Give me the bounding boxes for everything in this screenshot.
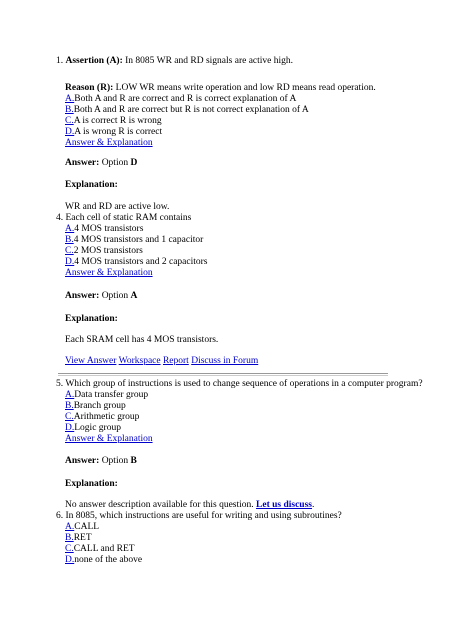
option-text: Both A and R are correct and R is correct explanation of A bbox=[74, 94, 297, 104]
q6-option-d[interactable] bbox=[65, 555, 142, 566]
question-number: 1. bbox=[56, 56, 64, 66]
q4-option-a[interactable] bbox=[65, 224, 143, 235]
q5-explanation-label bbox=[65, 479, 118, 490]
option-letter[interactable]: D. bbox=[65, 257, 75, 267]
question-number: 6. bbox=[56, 511, 64, 521]
q1-explanation-label bbox=[65, 180, 118, 191]
option-text: CALL bbox=[74, 522, 100, 532]
q4-answer bbox=[65, 291, 137, 302]
option-letter[interactable]: C. bbox=[65, 544, 74, 554]
q6-option-b[interactable] bbox=[65, 533, 92, 544]
question-number: 5. bbox=[56, 379, 64, 389]
q4-option-d[interactable] bbox=[65, 257, 208, 268]
q1-option-b[interactable] bbox=[65, 105, 309, 116]
q4-explanation-label bbox=[65, 314, 118, 325]
q6-question bbox=[56, 511, 342, 522]
answer-label: Answer: bbox=[65, 456, 100, 466]
answer-value: B bbox=[130, 456, 137, 466]
answer-prefix: Option bbox=[99, 456, 131, 466]
option-letter[interactable]: C. bbox=[65, 412, 74, 422]
q5-option-b[interactable] bbox=[65, 401, 126, 412]
option-letter[interactable]: B. bbox=[65, 235, 74, 245]
question-number: 4. bbox=[56, 213, 64, 223]
divider bbox=[58, 373, 388, 374]
q4-explanation-text: Each SRAM cell has 4 MOS transistors. bbox=[65, 335, 219, 345]
discuss-in-forum-link[interactable]: Discuss in Forum bbox=[191, 356, 259, 366]
option-text: Branch group bbox=[73, 401, 126, 411]
let-us-discuss-link[interactable]: Let us discuss bbox=[256, 500, 312, 510]
q6-option-c[interactable] bbox=[65, 544, 135, 555]
q4-answer-link[interactable] bbox=[65, 268, 153, 279]
option-text: Data transfer group bbox=[74, 390, 149, 400]
question-text: Each cell of static RAM contains bbox=[65, 213, 192, 223]
option-text: Both A and R are correct but R is not correct explanation of A bbox=[73, 105, 309, 115]
option-text: Arithmetic group bbox=[73, 412, 140, 422]
option-letter[interactable]: D. bbox=[65, 127, 75, 137]
workspace-link[interactable]: Workspace bbox=[118, 356, 161, 366]
option-letter[interactable]: A. bbox=[65, 224, 75, 234]
answer-value: A bbox=[130, 291, 138, 301]
explanation-label: Explanation: bbox=[65, 479, 118, 489]
option-letter[interactable]: B. bbox=[65, 401, 74, 411]
q5-answer-link[interactable] bbox=[65, 434, 153, 445]
option-text: 4 MOS transistors bbox=[74, 224, 144, 234]
assertion-label: Assertion (A): bbox=[65, 56, 123, 66]
answer-prefix: Option bbox=[99, 291, 131, 301]
divider bbox=[58, 375, 388, 376]
view-answer-link[interactable]: View Answer bbox=[65, 356, 117, 366]
option-text: none of the above bbox=[74, 555, 143, 565]
option-letter[interactable]: A. bbox=[65, 390, 75, 400]
option-letter[interactable]: C. bbox=[65, 116, 74, 126]
option-text: RET bbox=[73, 533, 92, 543]
q5-option-a[interactable] bbox=[65, 390, 148, 401]
answer-label: Answer: bbox=[65, 158, 100, 168]
option-text: CALL and RET bbox=[73, 544, 135, 554]
q4-question bbox=[56, 213, 191, 224]
option-letter[interactable]: C. bbox=[65, 246, 74, 256]
q1-option-a[interactable] bbox=[65, 94, 296, 105]
q1-explanation-text: WR and RD are active low. bbox=[65, 202, 170, 212]
reason-text: LOW WR means write operation and low RD means read operation. bbox=[113, 83, 376, 93]
q5-option-d[interactable] bbox=[65, 423, 121, 434]
option-letter[interactable]: D. bbox=[65, 555, 75, 565]
q5-explanation bbox=[65, 500, 314, 511]
q1-assertion bbox=[56, 56, 293, 67]
answer-label: Answer: bbox=[65, 291, 100, 301]
option-text: 2 MOS transistors bbox=[73, 246, 143, 256]
option-letter[interactable]: A. bbox=[65, 94, 75, 104]
q5-option-c[interactable] bbox=[65, 412, 139, 423]
explanation-label: Explanation: bbox=[65, 180, 118, 190]
q1-option-d[interactable] bbox=[65, 127, 162, 138]
answer-prefix: Option bbox=[99, 158, 131, 168]
option-letter[interactable]: A. bbox=[65, 522, 75, 532]
punctuation: . bbox=[311, 500, 315, 510]
option-text: 4 MOS transistors and 1 capacitor bbox=[73, 235, 204, 245]
option-letter[interactable]: B. bbox=[65, 533, 74, 543]
option-letter[interactable]: B. bbox=[65, 105, 74, 115]
q1-answer bbox=[65, 158, 137, 169]
q6-option-a[interactable] bbox=[65, 522, 99, 533]
q4-action-bar bbox=[65, 356, 258, 367]
q1-answer-link[interactable] bbox=[65, 138, 153, 149]
report-link[interactable]: Report bbox=[162, 356, 189, 366]
q4-option-c[interactable] bbox=[65, 246, 143, 257]
option-text: A is wrong R is correct bbox=[74, 127, 163, 137]
q5-question bbox=[56, 379, 423, 390]
option-text: A is correct R is wrong bbox=[73, 116, 162, 126]
assertion-text: In 8085 WR and RD signals are active high. bbox=[122, 56, 294, 66]
answer-value: D bbox=[130, 158, 138, 168]
explanation-label: Explanation: bbox=[65, 314, 118, 324]
question-text: Which group of instructions is used to change sequence of operations in a computer program? bbox=[65, 379, 423, 389]
q1-reason bbox=[65, 83, 376, 94]
explanation-text: No answer description available for this question. bbox=[65, 500, 257, 510]
option-letter[interactable]: D. bbox=[65, 423, 75, 433]
answer-explanation-link[interactable]: Answer & Explanation bbox=[65, 138, 153, 148]
option-text: 4 MOS transistors and 2 capacitors bbox=[74, 257, 208, 267]
option-text: Logic group bbox=[74, 423, 121, 433]
q4-option-b[interactable] bbox=[65, 235, 203, 246]
answer-explanation-link[interactable]: Answer & Explanation bbox=[65, 434, 153, 444]
q1-option-c[interactable] bbox=[65, 116, 162, 127]
reason-label: Reason (R): bbox=[65, 83, 114, 93]
q5-answer bbox=[65, 456, 137, 467]
answer-explanation-link[interactable]: Answer & Explanation bbox=[65, 268, 153, 278]
question-text: In 8085, which instructions are useful for writing and using subroutines? bbox=[65, 511, 342, 521]
